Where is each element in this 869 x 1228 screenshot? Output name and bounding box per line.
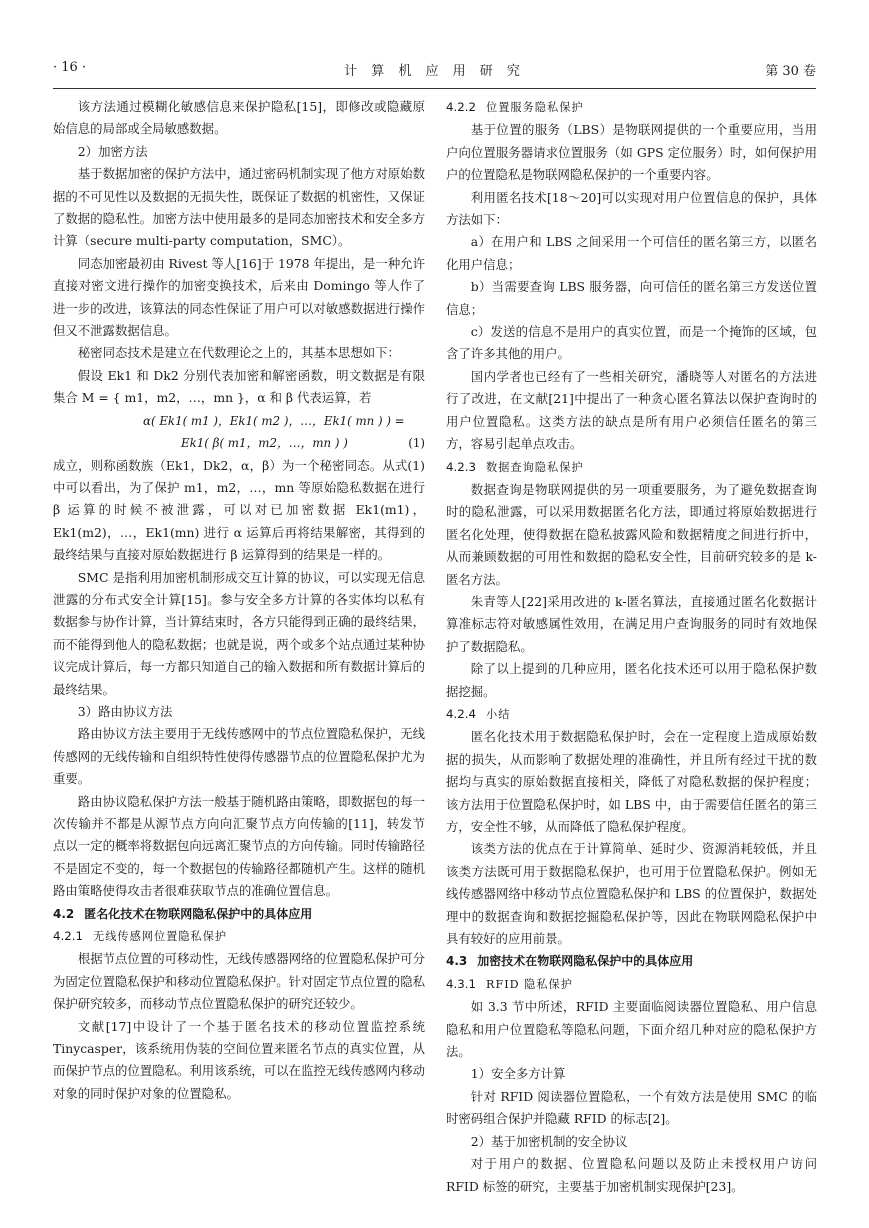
paragraph: 匿名化技术用于数据隐私保护时，会在一定程度上造成原始数据的损失，从而影响了数据处理的准确性，并且所有经过干扰的数据均与真实的原始数据直接相关，降低了对隐私数据的保护程度；该方法用于位置隐私保护时，如 LBS 中，由于需要信任匿名的第三方，安全性不够，从而降低了隐私保护程度。 [446,729,817,834]
equation-line: α( Ek1( m1 )，Ek1( m2 )，…，Ek1( mn ) ) = [143,413,405,428]
page-number: · 16 · [53,60,87,75]
section-number: 4.2.3 [446,459,477,474]
journal-title: 计 算 机 应 用 研 究 [344,64,525,79]
section-heading [446,703,817,726]
section-number: 4.3.1 [446,976,477,991]
section-heading [53,925,425,948]
paragraph: 针对 RFID 阅读器位置隐私，一个有效方法是使用 SMC 的临时密码组合保护并隐藏 RFID 的标志[2]。 [446,1088,817,1127]
section-title: 匿名化技术在物联网隐私保护中的具体应用 [84,906,313,921]
paragraph: 国内学者也已经有了一些相关研究，潘晓等人对匿名的方法进行了改进，在文献[21]中提出了一种贪心匿名算法以保护查询时的用户位置隐私。这类方法的缺点是所有用户必须信任匿名的第三方，容易引起单点攻击。 [446,368,817,452]
section-number: 4.2 [53,906,75,921]
paragraph: 利用匿名技术[18～20]可以实现对用户位置信息的保护，具体方法如下： [446,189,817,228]
paragraph: 根据节点位置的可移动性，无线传感器网络的位置隐私保护可分为固定位置隐私保护和移动位置隐私保护。针对固定节点位置的隐私保护研究较多，而移动节点位置隐私保护的研究还较少。 [53,951,425,1012]
subheading: 3）路由协议方法 [77,703,173,719]
paragraph: 朱青等人[22]采用改进的 k-匿名算法，直接通过匿名化数据计算准标志符对敏感属性效用，在满足用户查询服务的同时有效地保护了数据隐私。 [446,593,817,654]
paragraph: 文献[17]中设计了一个基于匿名技术的移动位置监控系统 Tinycasper，该系统用伪装的空间位置来匿名节点的真实位置，从而保护节点的位置隐私。利用该系统，可以在监控无线传感网内移动对象的同时保护对象的位置隐私。 [53,1018,425,1101]
header-rule [53,88,816,89]
paragraph: 如 3.3 节中所述，RFID 主要面临阅读器位置隐私、用户信息隐私和用户位置隐私等隐私问题，下面介绍几种对应的隐私保护方法。 [446,999,817,1060]
right-column [446,96,817,1198]
equation-number: (1) [408,436,425,451]
paragraph: 该方法通过模糊化敏感信息来保护隐私[15]，即修改或隐藏原始信息的局部或全局敏感数据。 [53,99,425,137]
paragraph: c）发送的信息不是用户的真实位置，而是一个掩饰的区域，包含了许多其他的用户。 [446,324,817,362]
volume-label: 第 30 卷 [765,64,816,79]
section-title: 小结 [486,707,511,721]
paragraph: 秘密同态技术是建立在代数理论之上的，其基本思想如下： [77,345,400,361]
section-heading [53,903,425,925]
section-number: 4.2.1 [53,929,84,944]
paragraph: 路由协议方法主要用于无线传感网中的节点位置隐私保护，无线传感网的无线传输和自组织特性使得传感器节点的位置隐私保护尤为重要。 [53,726,425,787]
left-column [53,96,425,1105]
section-heading [446,456,817,479]
paragraph: 该类方法的优点在于计算简单、延时少、资源消耗较低，并且该类方法既可用于数据隐私保护，也可用于位置隐私保护。例如无线传感器网络中移动节点位置隐私保护和 LBS 的位置保护，数据处理中的数据查询和数据挖掘隐私保护等，因此在物联网隐私保护中具有较好的应用前景。 [446,841,817,947]
paragraph: 基于位置的服务（LBS）是物联网提供的一个重要应用，当用户向位置服务器请求位置服务（如 GPS 定位服务）时，如何保护用户的位置隐私是物联网隐私保护的一个重要内容。 [446,122,817,183]
paragraph: 成立，则称函数族（Ek1，Dk2，α，β）为一个秘密同态。从式(1)中可以看出，为了保护 m1，m2，…，mn 等原始隐私数据在进行 β 运算的时候不被泄露，可以对已加密数据 Ek1(m1)，Ek1(m2)，…，Ek1(mn) 进行 α 运算后再将结果解密，其得到的最终结果与直接对原始数据进行 β 运算得到的结果是一样的。 [53,457,425,563]
paragraph: 对于用户的数据、位置隐私问题以及防止未授权用户访问 RFID 标签的研究，主要基于加密机制实现保护[23]。 [446,1156,817,1194]
section-title: 位置服务隐私保护 [486,101,584,114]
section-heading [446,973,817,996]
section-number: 4.3 [446,954,468,969]
paragraph: 基于数据加密的保护方法中，通过密码机制实现了他方对原始数据的不可见性以及数据的无损失性，既保证了数据的机密性，又保证了数据的隐私性。加密方法中使用最多的是同态加密技术和安全多方计算（secure multi-party computation，SMC）。 [53,166,425,249]
section-title: RFID 隐私保护 [486,977,573,991]
paragraph: b）当需要查询 LBS 服务器，向可信任的匿名第三方发送位置信息； [446,279,817,317]
equation-text: Ek1( β( m1，m2，…，mn ) ) [181,436,348,451]
section-number: 4.2.2 [446,100,477,114]
paragraph: 数据查询是物联网提供的另一项重要服务，为了避免数据查询时的隐私泄露，可以采用数据匿名化方法，即通过将原始数据进行匿名化处理，使得数据在隐私披露风险和数据精度之间进行折中，从而兼顾数据的可用性和数据的隐私安全性，目前研究较多的是 k-匿名方法。 [446,481,817,587]
section-heading [446,950,817,972]
section-title: 数据查询隐私保护 [486,460,584,474]
paragraph: a）在用户和 LBS 之间采用一个可信任的匿名第三方，以匿名化用户信息； [446,234,817,272]
paragraph: 假设 Ek1 和 Dk2 分别代表加密和解密函数，明文数据是有限集合 M = { m1，m2，…，mn }，α 和 β 代表运算，若 [53,367,425,406]
section-title: 无线传感网位置隐私保护 [93,930,228,944]
section-number: 4.2.4 [446,706,477,721]
paragraph: 同态加密最初由 Rivest 等人[16]于 1978 年提出，是一种允许直接对密文进行操作的加密变换技术，后来由 Domingo 等人作了进一步的改进，该算法的同态性保证了用户可以对敏感数据进行操作但又不泄露数据信息。 [53,255,425,339]
subheading: 2）基于加密机制的安全协议 [470,1133,628,1149]
section-title: 加密技术在物联网隐私保护中的具体应用 [477,954,694,969]
page-header [53,60,816,82]
equation-line [53,432,425,454]
subheading: 2）加密方法 [77,143,148,159]
section-heading [446,96,817,119]
paragraph: 除了以上提到的几种应用，匿名化技术还可以用于隐私保护数据挖掘。 [446,661,817,699]
paragraph: SMC 是指利用加密机制形成交互计算的协议，可以实现无信息泄露的分布式安全计算[15]。参与安全多方计算的各实体均以私有数据参与协作计算，当计算结束时，各方只能得到正确的最终结果，而不能得到他人的隐私数据；也就是说，两个或多个站点通过某种协议完成计算后，每一方都只知道自己的输入数据和所有数据计算后的最终结果。 [53,569,425,697]
subheading: 1）安全多方计算 [470,1066,566,1082]
paragraph: 路由协议隐私保护方法一般基于随机路由策略，即数据包的每一次传输并不都是从源节点方向向汇聚节点方向传输的[11]，转发节点以一定的概率将数据包向远离汇聚节点的方向传输。同时传输路径不是固定不变的，每一个数据包的传输路径都随机产生。这样的随机路由策略使得攻击者很难获取节点的准确位置信息。 [53,793,425,899]
